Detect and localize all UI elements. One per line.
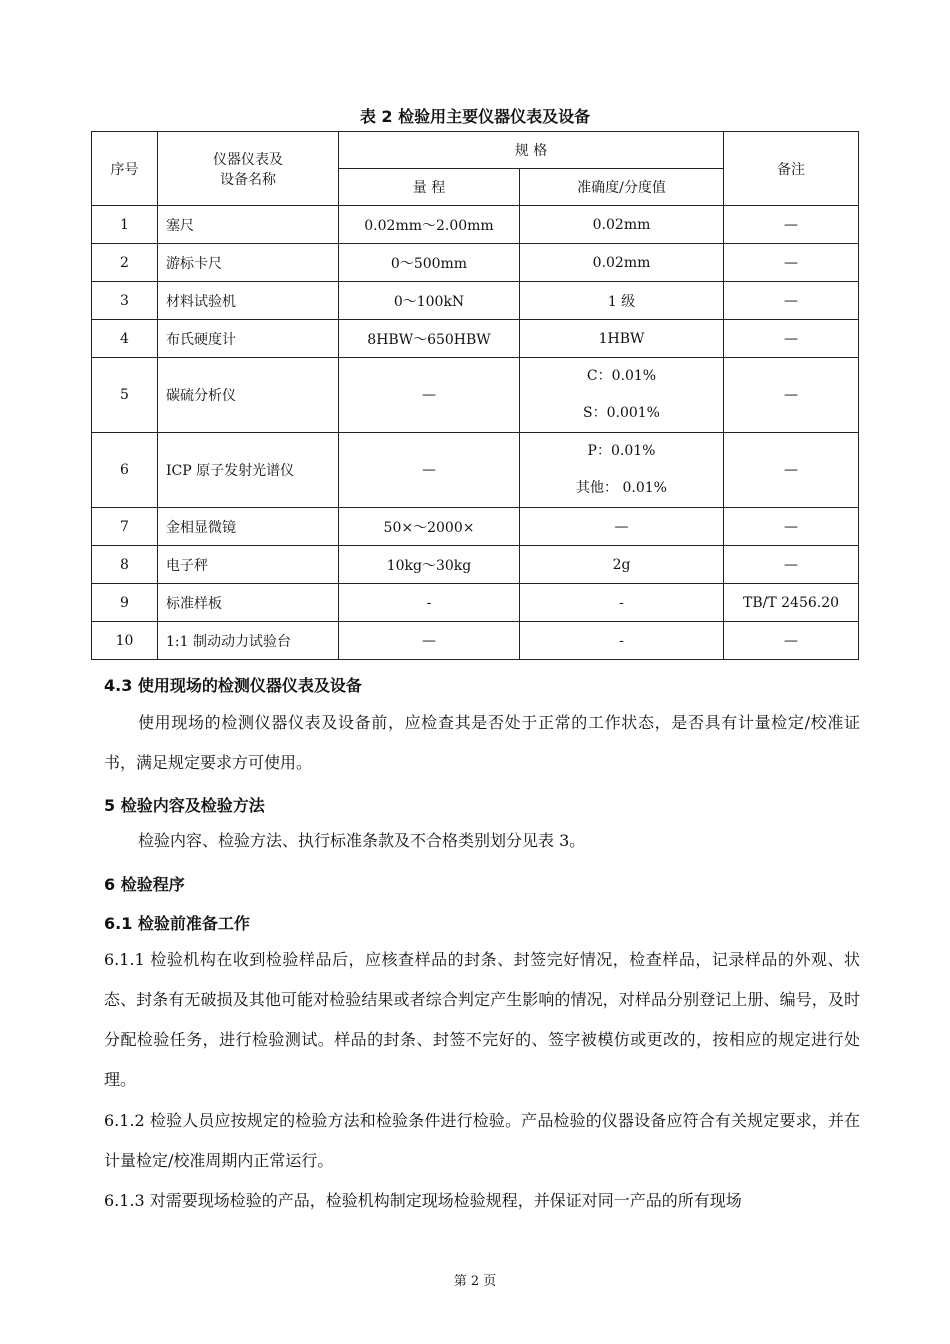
accuracy-value: 其他： 0.01% (576, 480, 667, 496)
row-name: 游标卡尺 (158, 244, 339, 282)
row-name: 电子秤 (158, 546, 339, 584)
row-range: 8HBW～650HBW (339, 320, 520, 358)
table-row (92, 320, 859, 358)
section-6-title: 6 检验程序 (104, 875, 185, 894)
accuracy-value: 0.02mm (592, 216, 651, 233)
row-remark: — (724, 358, 859, 433)
row-remark: — (724, 433, 859, 508)
row-range: 0.02mm～2.00mm (339, 206, 520, 244)
row-name: 布氏硬度计 (158, 320, 339, 358)
row-accuracy (520, 244, 724, 282)
row-index: 3 (92, 282, 158, 320)
row-range: 0～500mm (339, 244, 520, 282)
table-row (92, 358, 859, 433)
header-remark: 备注 (724, 132, 859, 206)
accuracy-value: - (619, 632, 624, 649)
row-range: — (339, 358, 520, 433)
table-row (92, 433, 859, 508)
row-name: ICP 原子发射光谱仪 (158, 433, 339, 508)
accuracy-value: 2g (612, 556, 631, 573)
row-range: — (339, 433, 520, 508)
accuracy-value: — (614, 518, 629, 535)
section-5-title: 5 检验内容及检验方法 (104, 796, 265, 815)
table-row (92, 244, 859, 282)
table-row (92, 508, 859, 546)
row-remark: — (724, 206, 859, 244)
row-accuracy (520, 546, 724, 584)
table-row (92, 282, 859, 320)
row-name: 标准样板 (158, 584, 339, 622)
row-index: 5 (92, 358, 158, 433)
row-range: - (339, 584, 520, 622)
accuracy-value: - (619, 594, 624, 611)
table-row (92, 546, 859, 584)
section-6-1-3-text: 6.1.3 对需要现场检验的产品，检验机构制定现场检验规程，并保证对同一产品的所有现场 (104, 1191, 742, 1210)
header-name (158, 132, 339, 206)
accuracy-value: S：0.001% (583, 405, 660, 421)
section-4-3-title: 4.3 使用现场的检测仪器仪表及设备 (104, 676, 362, 695)
accuracy-value: 1HBW (598, 330, 645, 347)
row-accuracy (520, 584, 724, 622)
row-range: — (339, 622, 520, 660)
row-remark: — (724, 282, 859, 320)
section-6-1-1-text: 6.1.1 检验机构在收到检验样品后，应核查样品的封条、封签完好情况，检查样品，记录样品的外观、状态、封条有无破损及其他可能对检验结果或者综合判定产生影响的情况，对样品分别登记上册、编号，及时分配检验任务，进行检验测试。样品的封条、封签不完好的、签字被模仿或更改的，按相应的规定进行处理。 (104, 950, 860, 1089)
accuracy-value: P：0.01% (587, 443, 656, 459)
table-row (92, 584, 859, 622)
row-accuracy (520, 206, 724, 244)
accuracy-value: 0.02mm (592, 254, 651, 271)
row-accuracy (520, 282, 724, 320)
row-remark: TB/T 2456.20 (724, 584, 859, 622)
row-name: 碳硫分析仪 (158, 358, 339, 433)
table-row (92, 622, 859, 660)
header-range: 量 程 (339, 169, 520, 206)
table-caption: 表 2 检验用主要仪器仪表及设备 (359, 107, 591, 126)
table-row (92, 206, 859, 244)
row-index: 2 (92, 244, 158, 282)
row-index: 7 (92, 508, 158, 546)
row-name: 塞尺 (158, 206, 339, 244)
row-accuracy (520, 508, 724, 546)
row-remark: — (724, 546, 859, 584)
row-accuracy (520, 622, 724, 660)
header-accuracy: 准确度/分度值 (520, 169, 724, 206)
row-index: 9 (92, 584, 158, 622)
header-name-line2: 设备名称 (220, 171, 276, 188)
row-accuracy (520, 433, 724, 508)
row-remark: — (724, 244, 859, 282)
row-range: 10kg～30kg (339, 546, 520, 584)
section-4-3-text: 使用现场的检测仪器仪表及设备前，应检查其是否处于正常的工作状态，是否具有计量检定/校准证书，满足规定要求方可使用。 (104, 713, 860, 772)
row-index: 4 (92, 320, 158, 358)
row-accuracy (520, 358, 724, 433)
row-index: 6 (92, 433, 158, 508)
header-name-line1: 仪器仪表及 (213, 151, 283, 168)
row-accuracy (520, 320, 724, 358)
header-spec: 规 格 (339, 132, 724, 169)
section-6-1-title: 6.1 检验前准备工作 (104, 914, 250, 933)
accuracy-value: 1 级 (607, 293, 636, 310)
row-name: 材料试验机 (158, 282, 339, 320)
row-index: 1 (92, 206, 158, 244)
accuracy-value: C：0.01% (586, 368, 657, 384)
section-6-1-2-text: 6.1.2 检验人员应按规定的检验方法和检验条件进行检验。产品检验的仪器设备应符合有关规定要求，并在计量检定/校准周期内正常运行。 (104, 1111, 860, 1170)
section-5-text: 检验内容、检验方法、执行标准条款及不合格类别划分见表 3。 (138, 831, 586, 850)
row-remark: — (724, 320, 859, 358)
row-range: 50×～2000× (339, 508, 520, 546)
row-index: 10 (92, 622, 158, 660)
instrument-table (91, 131, 859, 660)
row-remark: — (724, 508, 859, 546)
row-name: 1:1 制动动力试验台 (158, 622, 339, 660)
row-name: 金相显微镜 (158, 508, 339, 546)
header-index: 序号 (92, 132, 158, 206)
row-remark: — (724, 622, 859, 660)
row-index: 8 (92, 546, 158, 584)
page-number: 第 2 页 (453, 1274, 497, 1289)
row-range: 0～100kN (339, 282, 520, 320)
